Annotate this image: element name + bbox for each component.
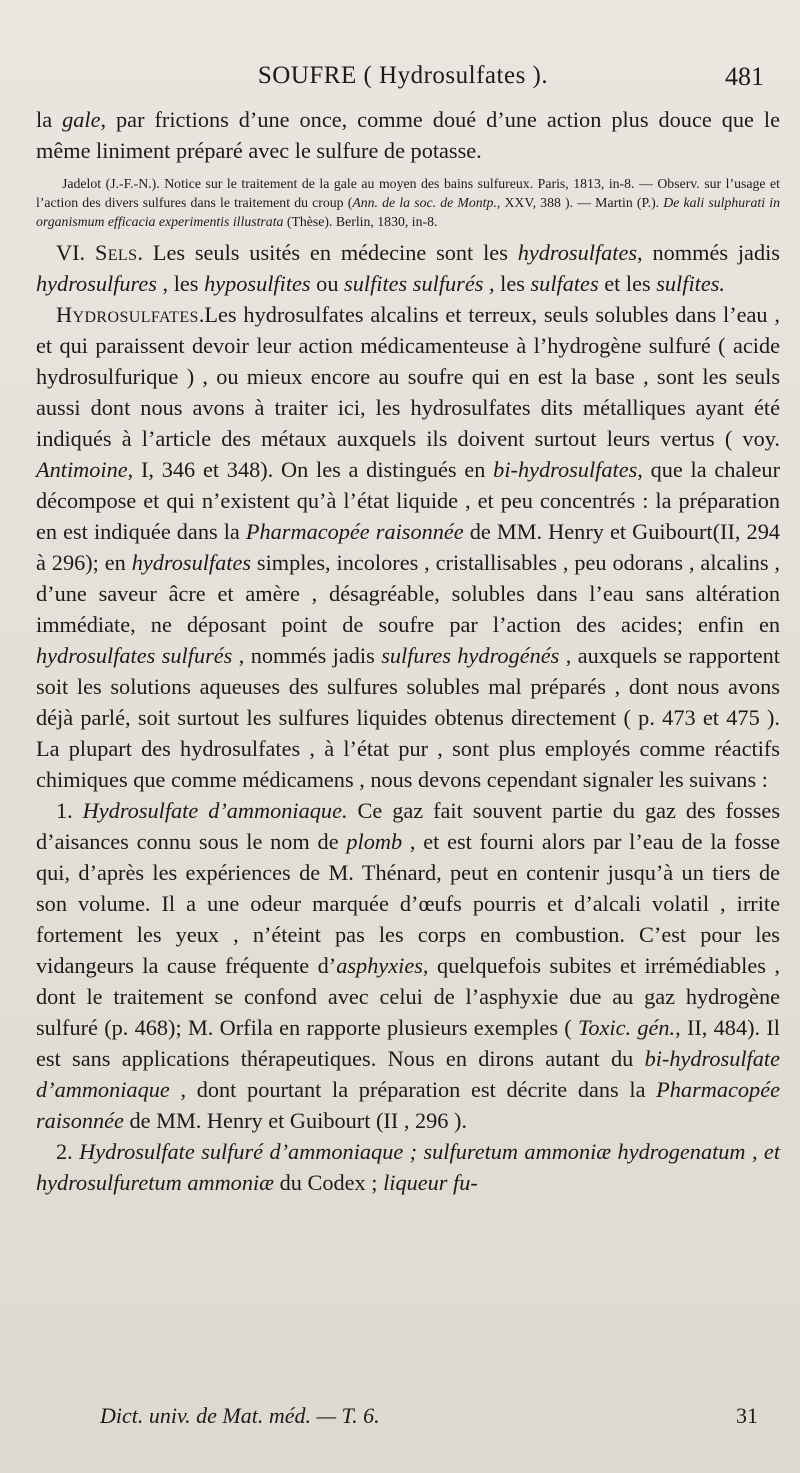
italic-text: hydrosulfates xyxy=(131,550,252,575)
paragraph xyxy=(36,795,780,1136)
text-run: , par frictions d’une once, comme doué d’une action plus douce que le même liniment préparé avec le sulfure de potasse. xyxy=(36,107,780,163)
italic-text: plomb xyxy=(346,829,403,854)
small-caps-heading: Hydrosulfates xyxy=(56,302,199,327)
paragraph xyxy=(36,237,780,299)
italic-text: sulfates xyxy=(530,271,599,296)
running-header xyxy=(36,62,770,102)
italic-text: Pharmacopée raisonnée xyxy=(36,1077,780,1133)
text-run: , nommés jadis xyxy=(637,240,780,265)
paragraph xyxy=(36,104,780,166)
text-run: (Thèse). Berlin, 1830, in-8. xyxy=(283,214,438,229)
paragraph xyxy=(36,299,780,795)
text-run: de MM. Henry et Guibourt(II, 294 à 296); en xyxy=(36,519,780,575)
italic-text: hydrosulfures xyxy=(36,271,157,296)
italic-text: hyposulfites xyxy=(204,271,311,296)
text-run: Ce gaz fait souvent partie du gaz des fosses d’aisances connu sous le nom de xyxy=(36,798,781,854)
text-body xyxy=(36,104,780,1198)
signature-text: Dict. univ. de Mat. méd. — T. 6. xyxy=(100,1403,380,1428)
paragraph xyxy=(36,1136,780,1198)
text-run: , nommés jadis xyxy=(232,643,382,668)
text-run: la xyxy=(36,107,63,132)
italic-text: De kali sulphurati in organismum efficacia experimentis illustrata xyxy=(36,195,780,229)
text-run: , II, 484). Il est sans applications thérapeutiques. Nous en dirons autant du xyxy=(36,1015,780,1071)
text-run: , quelquefois subites et irrémédiables , dont le traitement se confond avec celui de l’asphyxie due au gaz hydrogène sulfuré (p. 468); M. Orfila en rapporte plusieurs exemples ( xyxy=(36,953,780,1040)
italic-text: Toxic. gén. xyxy=(577,1015,676,1040)
italic-text: Hydrosulfate d’ammoniaque. xyxy=(82,798,348,823)
text-run: 2. xyxy=(56,1139,80,1164)
italic-text: Pharmacopée raisonnée xyxy=(245,519,464,544)
text-run: , et est fourni alors par l’eau de la fosse qui, d’après les expériences de M. Thénard, peut en contenir jusqu’à un tiers de son volume. Il a une odeur marquée d’œufs pourris et d’alcali volatil , irrite fortement les yeux , n’éteint pas les corps en combustion. C’est pour les vidangeurs la cause fréquente d’ xyxy=(36,829,780,978)
italic-text: bi-hydrosulfates xyxy=(493,457,638,482)
text-run: .Les hydrosulfates alcalins et terreux, seuls solubles dans l’eau , et qui paraissent devoir leur action médicamenteuse à l’hydrogène sulfuré ( acide hydrosulfurique ) , ou mieux encore au soufre qui en est la base , sont les seuls aussi dont nous avons à traiter ici, les hydrosulfates dits métalliques ayant été indiqués à l’article des métaux auxquels ils doivent surtout leurs vertus ( voy. xyxy=(36,302,780,451)
text-run: de MM. Henry et Guibourt (II , 296 ). xyxy=(123,1108,467,1133)
italic-text: liqueur fu- xyxy=(383,1170,478,1195)
italic-text: Hydrosulfate sulfuré d’ammoniaque ; sulfuretum ammoniæ hydrogenatum , et hydrosulfuretum ammoniæ xyxy=(36,1139,781,1195)
text-run: , auxquels se rapportent soit les solutions aqueuses des sulfures solubles mal préparés , dont nous avons déjà parlé, soit surtout les sulfures liquides obtenus directement ( p. 473 et 475 ). La plupart des hydrosulfates , à l’état pur , sont plus employés comme réactifs chimiques que comme médicamens , nous devons cependant signaler les suivans : xyxy=(36,643,780,792)
text-run: , dont pourtant la préparation est décrite dans la xyxy=(169,1077,657,1102)
text-run: , les xyxy=(483,271,531,296)
italic-text: Ann. de la soc. de Montp. xyxy=(352,195,497,210)
italic-text: hydrosulfates sulfurés xyxy=(36,643,233,668)
text-run: , que la chaleur décompose et qui n’existent qu’à l’état liquide , et peu concentrés : la préparation en est indiquée dans la xyxy=(36,457,781,544)
text-run: , XXV, 388 ). — Martin (P.). xyxy=(496,195,664,210)
text-run: . Les seuls usités en médecine sont les xyxy=(137,240,518,265)
bibliography-note xyxy=(36,174,780,231)
text-run: , les xyxy=(156,271,205,296)
italic-text: sulfures hydrogénés xyxy=(381,643,560,668)
text-run: Jadelot (J.-F.-N.). Notice sur le traitement de la gale au moyen des bains sulfureux. Paris, 1813, in-8. — Observ. sur l’usage et l’action des divers sulfures dans le traitement du croup ( xyxy=(36,176,780,210)
text-run: 1. xyxy=(56,798,83,823)
text-run: et les xyxy=(598,271,657,296)
italic-text: bi-hydrosulfate d’ammoniaque xyxy=(36,1046,780,1102)
italic-text: sulfites. xyxy=(656,271,725,296)
text-run: , I, 346 et 348). On les a distingués en xyxy=(127,457,494,482)
page-number: 481 xyxy=(725,62,764,91)
italic-text: Antimoine xyxy=(36,457,128,482)
italic-text: sulfites sulfurés xyxy=(344,271,484,296)
running-title: SOUFRE ( Hydrosulfates ). xyxy=(257,62,549,89)
italic-text: asphyxies xyxy=(336,953,423,978)
text-run: ou xyxy=(310,271,345,296)
italic-text: hydrosulfates xyxy=(517,240,638,265)
text-run: VI. xyxy=(56,240,95,265)
printer-signature xyxy=(100,1403,758,1433)
text-run: simples, incolores , cristallisables , peu odorans , alcalins , d’une saveur âcre et amère , désagréable, solubles dans l’eau sans altération immédiate, ne déposant point de soufre par l’action des acides; enfin en xyxy=(36,550,780,637)
italic-text: gale xyxy=(62,107,101,132)
signature-number: 31 xyxy=(736,1403,758,1428)
small-caps-heading: Sels xyxy=(94,240,138,265)
text-run: du Codex ; xyxy=(274,1170,384,1195)
